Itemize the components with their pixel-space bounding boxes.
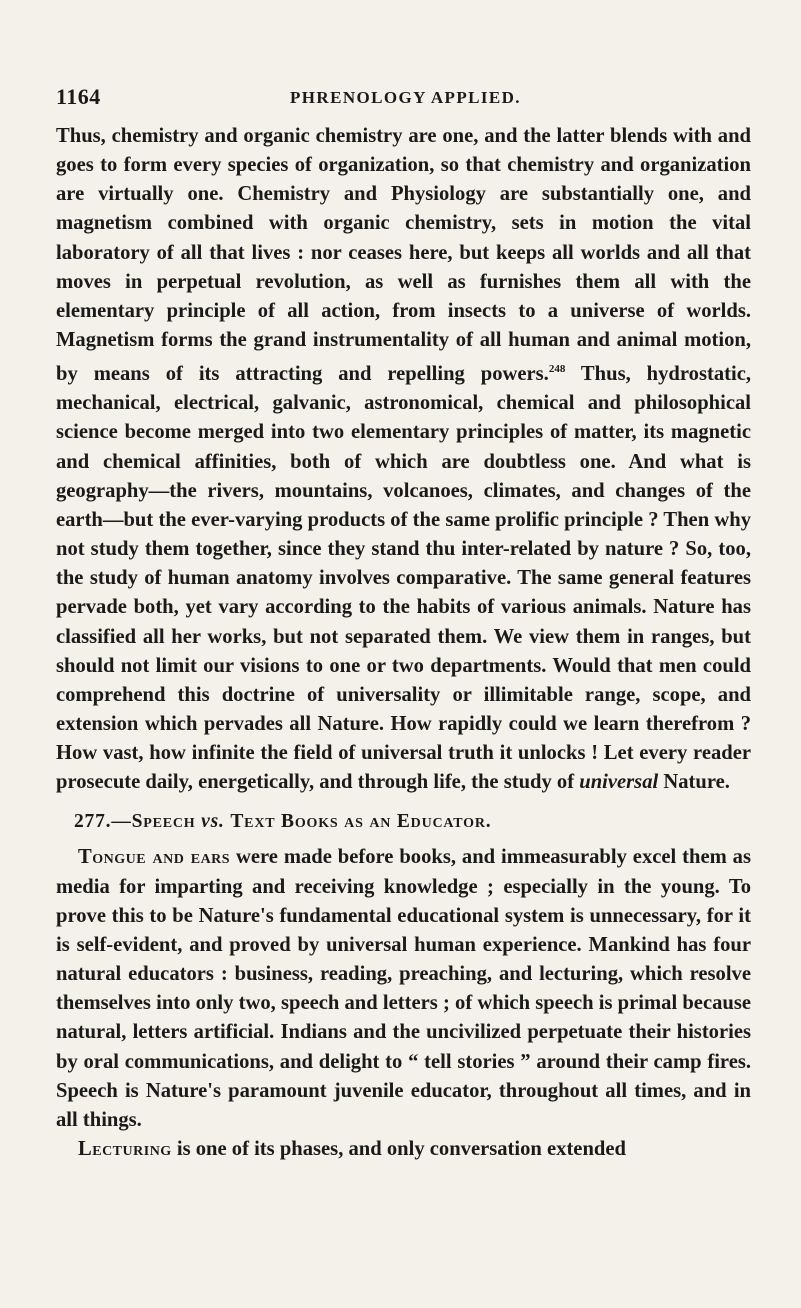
section-title-b: Text Books as an Educator. <box>230 811 492 833</box>
paragraph-1-italic: universal <box>579 771 659 794</box>
body-paragraph-1 <box>56 122 751 797</box>
body-paragraph-3 <box>56 1135 751 1164</box>
section-number: 277.— <box>74 811 132 833</box>
section-heading <box>56 811 751 833</box>
paragraph-1-end: Nature. <box>658 771 730 794</box>
running-head <box>56 78 751 112</box>
paragraph-3-text: is one of its phases, and only conversation extended <box>171 1138 626 1161</box>
page-number: 1164 <box>56 84 101 109</box>
paragraph-2-text: were made before books, and immeasurably excel them as media for imparting and receiving knowledge ; especially in the young. To prove this to be Nature's fundamental educational system is unnecessary, for it is self-evident, and proved by universal human experience. Mankind has four natural educators : business, reading, preaching, and lecturing, which resolve themselves into only two, speech and letters ; of which speech is primal because natural, letters artificial. Indians and the uncivilized perpetuate their histories by oral communications, and delight to “ tell stories ” around their camp fires. Speech is Nature's paramount juvenile educator, throughout all times, and in all things. <box>56 846 751 1131</box>
section-title-vs: vs. <box>195 811 231 833</box>
section-title-a: Speech <box>131 811 196 833</box>
paragraph-1-cont: Thus, hydrostatic, mechanical, electrical, galvanic, astronomical, chemical and philosophical science become merged into two elementary principles of matter, its magnetic and chemical affinities, both of which are doubtless one. And what is geography—the rivers, mountains, volcanoes, climates, and changes of the earth—but the ever-varying products of the same prolific principle ? Then why not study them together, since they stand thu inter-related by nature ? So, too, the study of human anatomy involves comparative. The same general features pervade both, yet vary according to the habits of various animals. Nature has classified all her works, but not separated them. We view them in ranges, but should not limit our visions to one or two departments. Would that men could comprehend this doctrine of universality or illimitable range, scope, and extension which pervades all Nature. How rapidly could we learn therefrom ? How vast, how infinite the field of universal truth it unlocks ! Let every reader prosecute daily, energetically, and through life, the study of <box>56 363 751 794</box>
paragraph-1-text: Thus, chemistry and organic chemistry are one, and the latter blends with and goes to form every species of organization, so that chemistry and organization are virtually one. Chemistry and Physiology are substantially one, and magnetism combined with organic chemistry, sets in motion the vital laboratory of all that lives : nor ceases here, but keeps all worlds and all that moves in perpetual revolution, as well as furnishes them all with the elementary principle of all action, from insects to a universe of worlds. Magnetism forms the grand instrumentality of all human and animal motion, by means of its attracting and repelling powers. <box>56 125 751 386</box>
body-paragraph-2 <box>56 843 751 1135</box>
footnote-ref: 248 <box>548 363 566 376</box>
paragraph-2-lead: Tongue and ears <box>78 846 231 869</box>
paragraph-3-lead: Lecturing <box>78 1138 172 1161</box>
running-title: PHRENOLOGY APPLIED. <box>290 88 521 107</box>
